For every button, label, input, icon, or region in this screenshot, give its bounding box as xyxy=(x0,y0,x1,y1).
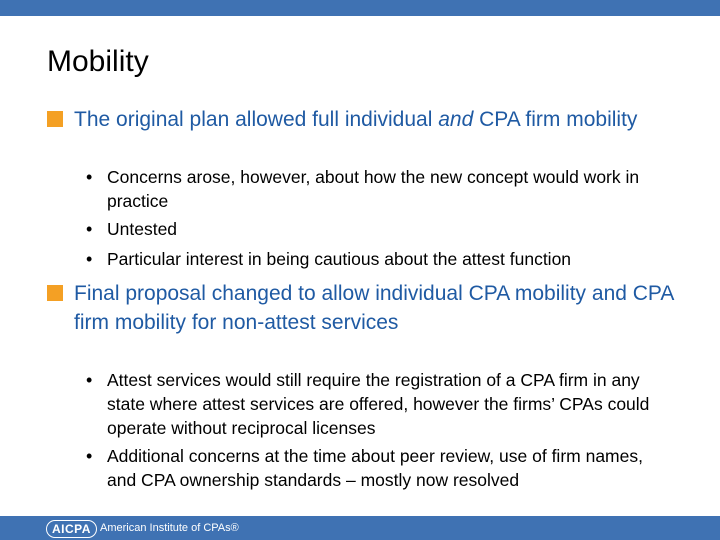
footer-bar xyxy=(0,516,720,540)
sub-bullet-text: Particular interest in being cautious about the attest function xyxy=(107,249,572,269)
bullet-square-icon xyxy=(47,111,63,127)
sub-bullet-text: Concerns arose, however, about how the new concept would work in practice xyxy=(107,167,640,211)
bullet-dot-icon: • xyxy=(86,249,93,269)
organization-name: American Institute of CPAs® xyxy=(100,522,239,534)
bullet-dot-icon: • xyxy=(86,167,93,187)
bullet-dot-icon: • xyxy=(86,446,93,466)
sub-bullet-text: Untested xyxy=(107,219,178,239)
bullet-text-emphasis: and xyxy=(438,108,474,131)
bullet-square-icon xyxy=(47,285,63,301)
slide-title: Mobility xyxy=(47,45,149,78)
sub-bullet-text: Attest services would still require the registration of a CPA firm in any state where attest services are offered, however the firms’ CPAs could operate without reciprocal licenses xyxy=(107,370,650,438)
bullet-text-part: The original plan allowed full individual xyxy=(74,108,439,131)
bullet-text: Final proposal changed to allow individual CPA mobility and CPA firm mobility for non-attest services xyxy=(74,282,674,334)
bullet-text xyxy=(74,105,674,134)
bullet-dot-icon: • xyxy=(86,370,93,390)
aicpa-logo: AICPA xyxy=(46,520,97,538)
sub-bullet-text: Additional concerns at the time about peer review, use of firm names, and CPA ownership standards – mostly now resolved xyxy=(107,446,643,490)
top-bar xyxy=(0,0,720,16)
bullet-text-part: CPA firm mobility xyxy=(473,108,638,131)
bullet-dot-icon: • xyxy=(86,219,93,239)
